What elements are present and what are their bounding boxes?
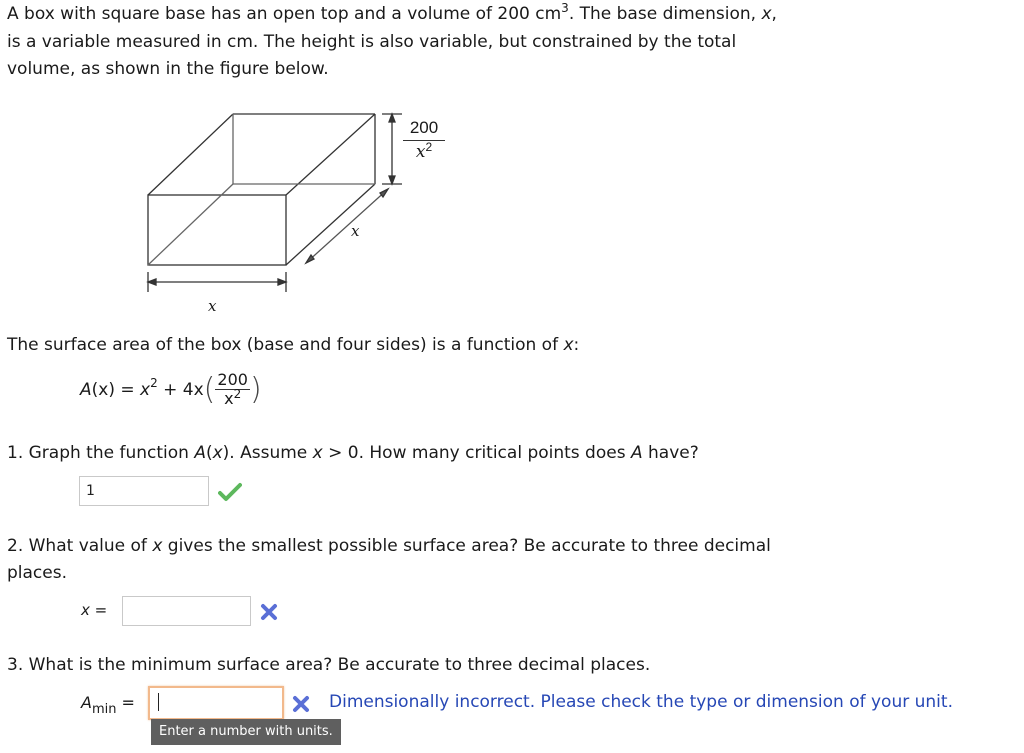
intro-var: x — [761, 4, 772, 24]
right-paren: ) — [249, 371, 262, 407]
intro-line-2: is a variable measured in cm. The height is also variable, but constrained by the total — [7, 32, 737, 52]
q2-label-var: x — [81, 601, 90, 619]
question-1 — [7, 440, 699, 467]
q2-line-2: places. — [7, 563, 67, 583]
formula-x: x — [140, 380, 151, 400]
intro-line-3: volume, as shown in the figure below. — [7, 59, 329, 79]
q1-text: > 0. How many critical points does — [322, 443, 631, 463]
formula-x-sup: 2 — [150, 376, 158, 390]
q2-answer-input[interactable] — [122, 596, 251, 626]
intro-line-1 — [7, 1, 1017, 29]
formula-plus: + 4x — [157, 380, 204, 400]
q1-text: have? — [642, 443, 699, 463]
text-cursor — [158, 693, 159, 711]
input-tooltip: Enter a number with units. — [151, 719, 341, 745]
depth-label: x — [351, 222, 360, 240]
formula-fraction — [215, 371, 250, 409]
intro-text: , — [771, 4, 777, 24]
formula-frac-den-sup: 2 — [233, 387, 242, 401]
incorrect-x-icon — [292, 695, 310, 713]
formula-frac-den — [215, 387, 250, 409]
q3-label-var: A — [81, 693, 92, 712]
height-label — [403, 116, 445, 164]
formula-lhs-arg: (x) — [91, 380, 115, 400]
q2-label — [81, 601, 107, 619]
height-den-var: x — [415, 142, 426, 162]
q2-label-eq: = — [89, 601, 108, 619]
incorrect-x-icon — [260, 603, 278, 621]
question-3: 3. What is the minimum surface area? Be accurate to three decimal places. — [7, 655, 651, 675]
formula-equals: = — [114, 380, 141, 400]
box-front-face — [148, 195, 286, 265]
q2-text: gives the smallest possible surface area? Be accurate to three decimal — [162, 536, 771, 556]
q3-label — [81, 693, 135, 717]
surface-text: The surface area of the box (base and four sides) is a function of — [7, 335, 564, 355]
surface-area-text — [7, 332, 579, 359]
intro-text: A box with square base has an open top and a volume of 200 cm — [7, 4, 562, 24]
q2-text: 2. What value of — [7, 536, 153, 556]
q3-label-sub: min — [91, 702, 117, 717]
height-label-denominator — [403, 141, 445, 164]
q1-answer-input[interactable]: 1 — [79, 476, 209, 506]
q1-var: x — [212, 443, 223, 463]
left-paren: ( — [203, 371, 216, 407]
formula-frac-num: 200 — [217, 370, 248, 389]
q3-feedback-message: Dimensionally incorrect. Please check the type or dimension of your unit. — [329, 692, 953, 712]
checkmark-icon — [218, 482, 242, 502]
formula-lhs: A — [80, 380, 92, 400]
width-label: x — [208, 297, 217, 315]
surface-colon: : — [573, 335, 580, 355]
area-formula — [80, 368, 262, 412]
q1-func: A — [194, 443, 206, 463]
q2-var: x — [152, 536, 163, 556]
q1-text: ( — [205, 443, 213, 463]
height-den-sup: 2 — [425, 140, 433, 154]
q1-var: A — [630, 443, 643, 463]
question-2 — [7, 533, 771, 587]
surface-var: x — [563, 335, 574, 355]
intro-text: . The base dimension, — [568, 4, 762, 24]
intro-sup: 3 — [561, 1, 569, 15]
q2-line-1 — [7, 533, 771, 560]
height-label-numerator: 200 — [403, 116, 445, 141]
formula-frac-den-var: x — [224, 389, 234, 408]
problem-intro — [7, 1, 1017, 83]
q1-var: x — [312, 443, 323, 463]
q3-answer-input[interactable] — [148, 686, 284, 720]
q1-text: ). Assume — [222, 443, 313, 463]
q3-label-eq: = — [116, 693, 135, 712]
q1-text: 1. Graph the function — [7, 443, 195, 463]
